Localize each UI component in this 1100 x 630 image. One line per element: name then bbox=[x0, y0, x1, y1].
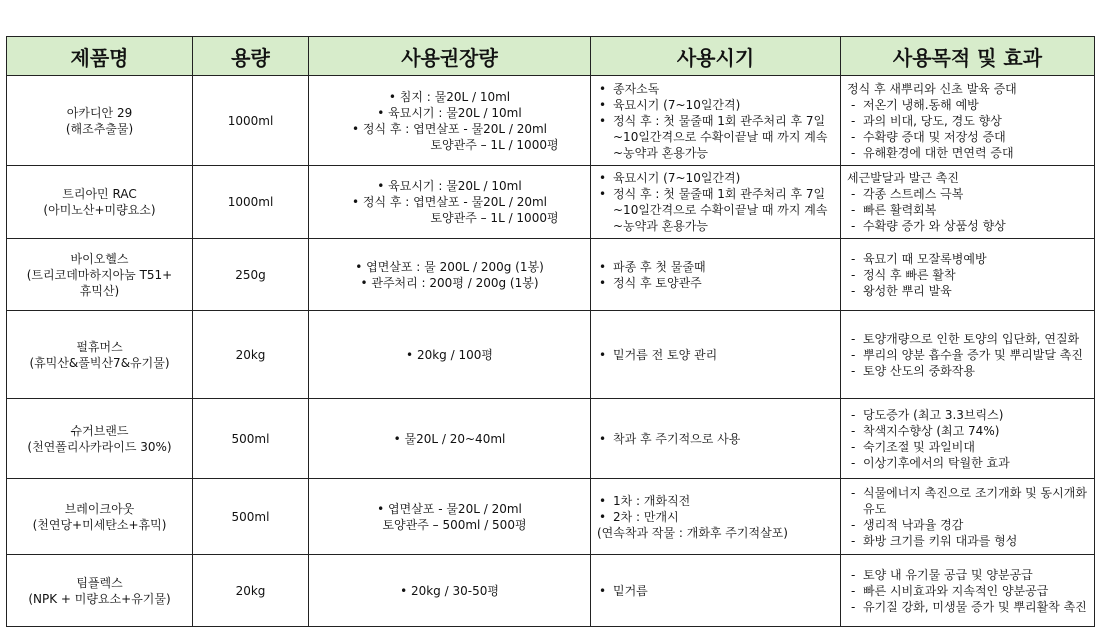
effect-cell bbox=[841, 479, 1095, 555]
product-name-cell bbox=[7, 479, 193, 555]
usage-cell bbox=[309, 555, 591, 627]
product-ingredients: (해조추출물) bbox=[65, 121, 134, 136]
product-name-cell bbox=[7, 239, 193, 311]
effect-cell bbox=[841, 239, 1095, 311]
table-row bbox=[7, 239, 1095, 311]
volume-cell: 20kg bbox=[193, 555, 309, 627]
product-name: 브레이크아웃 bbox=[64, 501, 135, 516]
timing-item: • 정식 후 : 첫 물줄때 1회 관주처리 후 7일~10일간격으로 수확이끝날 때 까지 계속~농약과 혼용가능 bbox=[597, 186, 834, 234]
table-row bbox=[7, 311, 1095, 399]
effect-heading: 세근발달과 발근 촉진 bbox=[847, 171, 959, 185]
volume-cell: 250g bbox=[193, 239, 309, 311]
volume-cell: 500ml bbox=[193, 479, 309, 555]
table-row bbox=[7, 399, 1095, 479]
product-name-cell bbox=[7, 555, 193, 627]
product-name: 아카디안 29 bbox=[66, 105, 133, 120]
timing-cell bbox=[591, 76, 841, 166]
effect-heading: 정식 후 새뿌리와 신초 발육 증대 bbox=[847, 81, 1017, 96]
product-name: 트리아민 RAC bbox=[62, 187, 137, 201]
table-row bbox=[7, 555, 1095, 627]
usage-cell bbox=[309, 479, 591, 555]
usage-cell bbox=[309, 311, 591, 399]
header-usage-timing: 사용시기 bbox=[591, 37, 841, 76]
usage-line: • 물20L / 20~40ml bbox=[393, 431, 506, 446]
effect-item: - 숙기조절 및 과일비대 bbox=[847, 439, 1088, 455]
timing-item: • 1차 : 개화직전 bbox=[597, 493, 834, 509]
usage-line: • 침지 : 물20L / 10ml bbox=[388, 89, 511, 104]
timing-item: • 밑거름 bbox=[597, 583, 834, 599]
effect-cell bbox=[841, 76, 1095, 166]
effect-item: - 과의 비대, 당도, 경도 향상 bbox=[847, 113, 1088, 129]
usage-line: 토양관주 – 1L / 1000평 bbox=[430, 137, 559, 152]
effect-item: - 왕성한 뿌리 발육 bbox=[847, 283, 1088, 299]
header-purpose-effect: 사용목적 및 효과 bbox=[841, 37, 1095, 76]
volume-cell: 1000ml bbox=[193, 166, 309, 239]
usage-line: • 정식 후 : 엽면살포 - 물20L / 20ml bbox=[352, 195, 547, 209]
product-name-cell bbox=[7, 311, 193, 399]
effect-item: - 육묘기 때 모잘록병예방 bbox=[847, 251, 1088, 267]
volume-cell: 500ml bbox=[193, 399, 309, 479]
table-row bbox=[7, 76, 1095, 166]
usage-line: 토양관주 – 500ml / 500평 bbox=[382, 517, 527, 532]
usage-cell bbox=[309, 399, 591, 479]
timing-item: • 밑거름 전 토양 관리 bbox=[597, 347, 834, 363]
timing-item: • 육묘시기 (7~10일간격) bbox=[597, 170, 834, 186]
effect-item: - 당도증가 (최고 3.3브릭스) bbox=[847, 407, 1088, 423]
usage-line: • 육묘시기 : 물20L / 10ml bbox=[377, 105, 522, 120]
header-recommended-usage: 사용권장량 bbox=[309, 37, 591, 76]
timing-cell bbox=[591, 311, 841, 399]
timing-item: • 정식 후 토양관주 bbox=[597, 275, 834, 291]
product-name: 바이오헬스 bbox=[70, 251, 129, 266]
usage-line: • 정식 후 : 엽면살포 - 물20L / 20ml bbox=[352, 121, 547, 136]
usage-cell bbox=[309, 166, 591, 239]
timing-item: • 정식 후 : 첫 물줄때 1회 관주처리 후 7일~10일간격으로 수확이끝날 때 까지 계속~농약과 혼용가능 bbox=[597, 113, 834, 161]
product-ingredients: (트리코데마하지아눔 T51+ bbox=[26, 267, 173, 282]
product-name: 펄휴머스 bbox=[76, 339, 123, 354]
product-ingredients: (천연당+미세탄소+휴믹) bbox=[32, 517, 167, 532]
timing-cell bbox=[591, 479, 841, 555]
effect-item: - 빠른 활력회복 bbox=[847, 202, 1088, 218]
product-name: 슈거브랜드 bbox=[70, 423, 129, 438]
timing-item: • 2차 : 만개시 bbox=[597, 509, 834, 525]
product-table bbox=[6, 36, 1095, 627]
usage-line: • 20kg / 30-50평 bbox=[400, 583, 499, 598]
effect-item: - 착색지수향상 (최고 74%) bbox=[847, 423, 1088, 439]
product-ingredients: (NPK + 미량요소+유기물) bbox=[28, 591, 171, 606]
header-product-name: 제품명 bbox=[7, 37, 193, 76]
effect-item: - 저온기 냉해.동해 예방 bbox=[847, 97, 1088, 113]
usage-line: • 관주처리 : 200평 / 200g (1봉) bbox=[360, 275, 539, 290]
effect-item: - 정식 후 빠른 활착 bbox=[847, 267, 1088, 283]
product-name: 팀플렉스 bbox=[76, 575, 123, 590]
effect-item: - 식물에너지 촉진으로 조기개화 및 동시개화 유도 bbox=[847, 485, 1088, 517]
usage-line: • 엽면살포 - 물20L / 20ml bbox=[377, 501, 522, 516]
usage-line: 토양관주 – 1L / 1000평 bbox=[430, 211, 559, 225]
product-ingredients: (아미노산+미량요소) bbox=[43, 203, 156, 217]
effect-item: - 유해환경에 대한 면연력 증대 bbox=[847, 145, 1088, 161]
volume-cell: 20kg bbox=[193, 311, 309, 399]
effect-item: - 토양 산도의 중화작용 bbox=[847, 363, 1088, 379]
product-ingredients: (천연폴리사카라이드 30%) bbox=[27, 439, 172, 454]
timing-cell bbox=[591, 239, 841, 311]
effect-item: - 이상기후에서의 탁월한 효과 bbox=[847, 455, 1088, 471]
timing-cell bbox=[591, 399, 841, 479]
timing-cell bbox=[591, 555, 841, 627]
effect-item: - 토양 내 유기물 공급 및 양분공급 bbox=[847, 567, 1088, 583]
timing-item: • 착과 후 주기적으로 사용 bbox=[597, 431, 834, 447]
timing-cell bbox=[591, 166, 841, 239]
effect-item: - 토양개량으로 인한 토양의 입단화, 연질화 bbox=[847, 331, 1088, 347]
effect-item: - 수확량 증대 및 저장성 증대 bbox=[847, 129, 1088, 145]
volume-cell: 1000ml bbox=[193, 76, 309, 166]
effect-item: - 뿌리의 양분 흡수율 증가 및 뿌리발달 촉진 bbox=[847, 347, 1088, 363]
effect-item: - 각종 스트레스 극복 bbox=[847, 186, 1088, 202]
timing-item: • 육묘시기 (7~10일간격) bbox=[597, 97, 834, 113]
product-ingredients: (휴믹산&풀빅산7&유기물) bbox=[29, 355, 170, 370]
usage-line: • 육묘시기 : 물20L / 10ml bbox=[377, 179, 522, 193]
timing-item: • 파종 후 첫 물줄때 bbox=[597, 259, 834, 275]
effect-cell bbox=[841, 399, 1095, 479]
timing-note: (연속착과 작물 : 개화후 주기적살포) bbox=[597, 525, 788, 540]
table-row bbox=[7, 166, 1095, 239]
effect-item: - 수확량 증가 와 상품성 향상 bbox=[847, 218, 1088, 234]
usage-line: • 20kg / 100평 bbox=[406, 347, 493, 362]
product-name-cell bbox=[7, 166, 193, 239]
effect-item: - 유기질 강화, 미생물 증가 및 뿌리활착 촉진 bbox=[847, 599, 1088, 615]
effect-cell bbox=[841, 311, 1095, 399]
product-ingredients: 휴믹산) bbox=[79, 283, 120, 298]
timing-item: • 종자소독 bbox=[597, 81, 834, 97]
effect-item: - 생리적 낙과율 경감 bbox=[847, 517, 1088, 533]
usage-cell bbox=[309, 76, 591, 166]
product-name-cell bbox=[7, 76, 193, 166]
usage-line: • 엽면살포 : 물 200L / 200g (1봉) bbox=[355, 259, 544, 274]
header-row bbox=[7, 37, 1095, 76]
effect-cell bbox=[841, 166, 1095, 239]
table-row bbox=[7, 479, 1095, 555]
header-volume: 용량 bbox=[193, 37, 309, 76]
effect-item: - 화방 크기를 키워 대과를 형성 bbox=[847, 533, 1088, 549]
product-name-cell bbox=[7, 399, 193, 479]
effect-cell bbox=[841, 555, 1095, 627]
usage-cell bbox=[309, 239, 591, 311]
effect-item: - 빠른 시비효과와 지속적인 양분공급 bbox=[847, 583, 1088, 599]
